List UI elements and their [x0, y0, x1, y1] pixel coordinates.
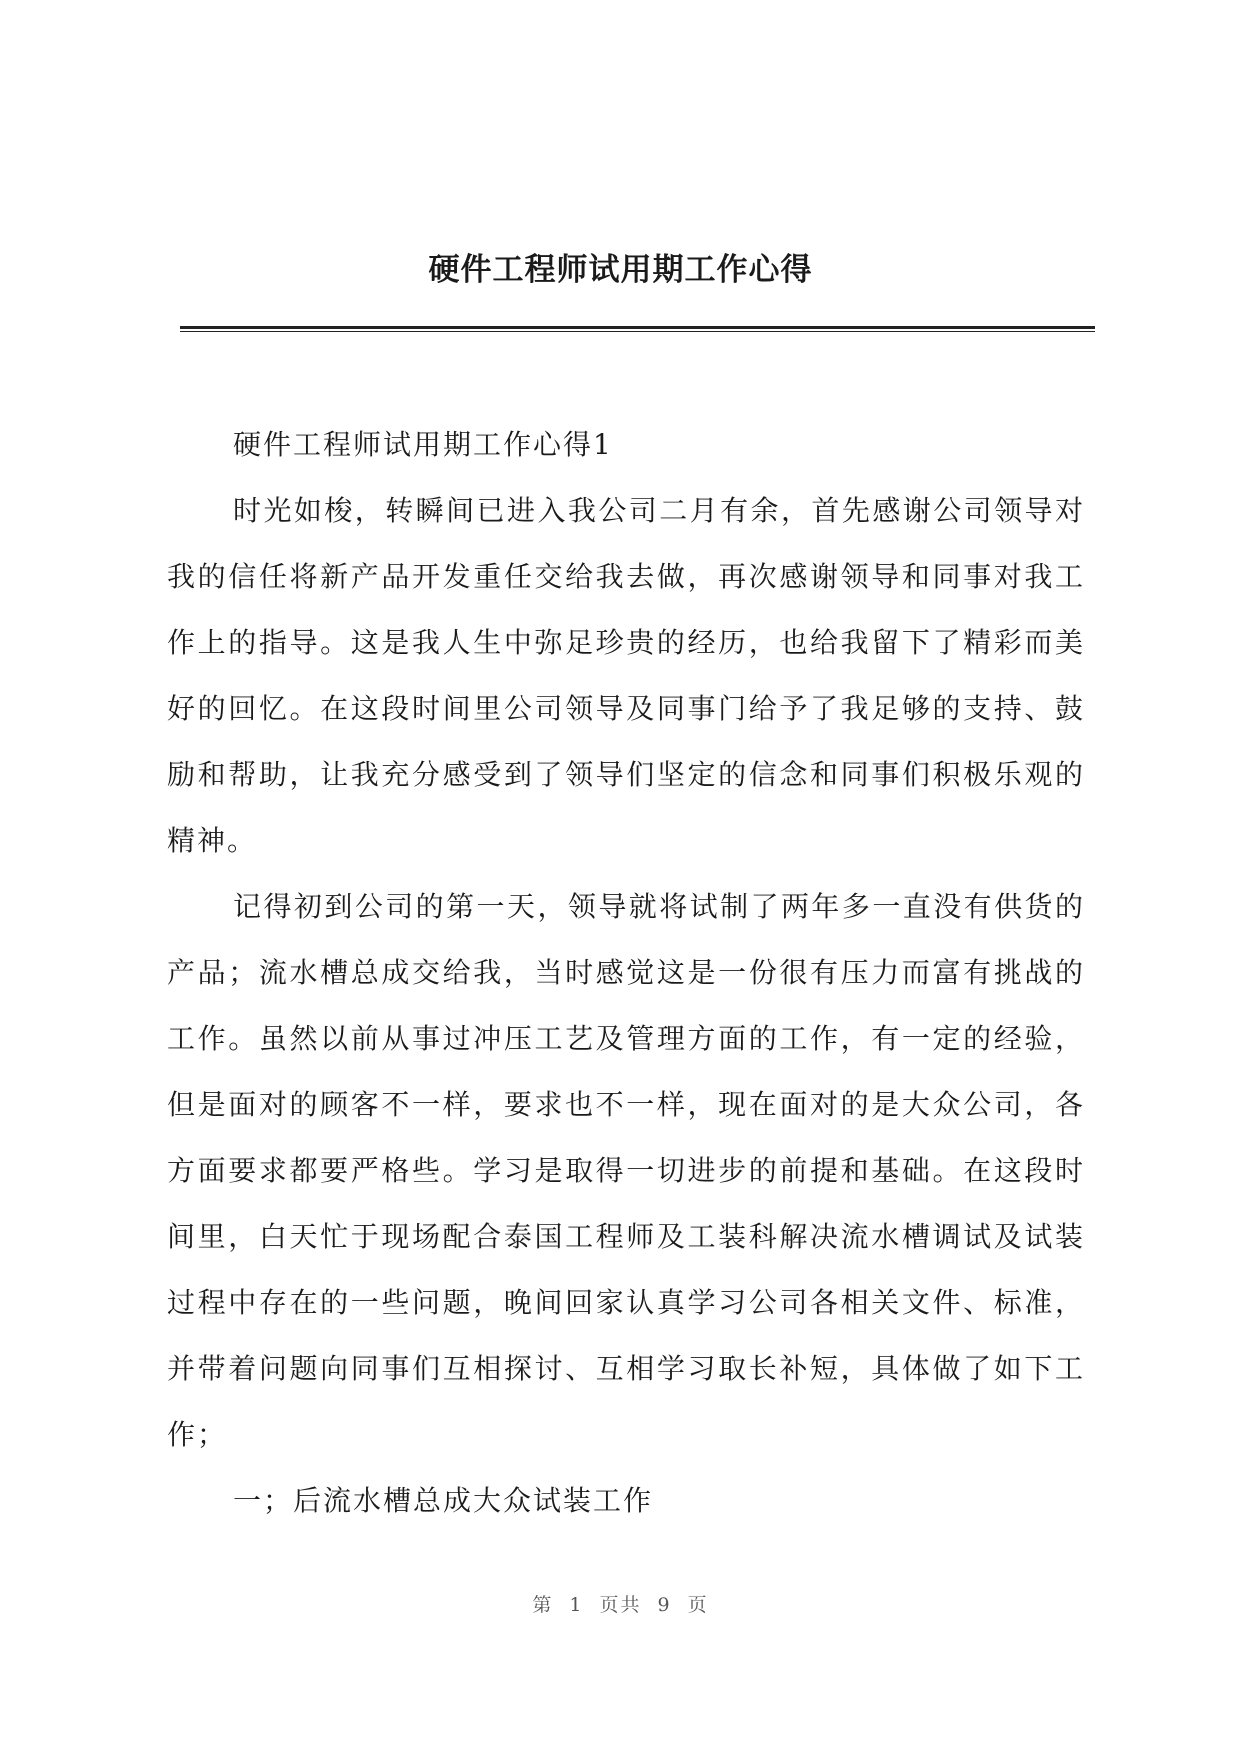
- paragraph: 记得初到公司的第一天，领导就将试制了两年多一直没有供货的产品；流水槽总成交给我，当时感觉这是一份很有压力而富有挑战的工作。虽然以前从事过冲压工艺及管理方面的工作，有一定的经验，但是面对的顾客不一样，要求也不一样，现在面对的是大众公司，各方面要求都要严格些。学习是取得一切进步的前提和基础。在这段时间里，白天忙于现场配合泰国工程师及工装科解决流水槽调试及试装过程中存在的一些问题，晚间回家认真学习公司各相关文件、标准，并带着问题向同事们互相探讨、互相学习取长补短，具体做了如下工作；: [167, 890, 1085, 1451]
- current-page-number: 1: [569, 1594, 584, 1616]
- document-body: [167, 412, 1085, 1534]
- footer-suffix: 页: [687, 1594, 709, 1616]
- total-page-count: 9: [657, 1594, 672, 1616]
- title-divider: [180, 326, 1095, 332]
- page-footer: [0, 1590, 1241, 1617]
- footer-prefix: 第: [532, 1594, 554, 1616]
- paragraph-heading: 硬件工程师试用期工作心得1: [233, 428, 613, 461]
- document-title: 硬件工程师试用期工作心得: [428, 252, 813, 288]
- paragraph: 时光如梭，转瞬间已进入我公司二月有余，首先感谢公司领导对我的信任将新产品开发重任交给我去做，再次感谢领导和同事对我工作上的指导。这是我人生中弥足珍贵的经历，也给我留下了精彩而美好的回忆。在这段时间里公司领导及同事门给予了我足够的支持、鼓励和帮助，让我充分感受到了领导们坚定的信念和同事们积极乐观的精神。: [167, 494, 1085, 857]
- footer-middle: 页共: [599, 1594, 642, 1616]
- paragraph-section-heading: 一；后流水槽总成大众试装工作: [233, 1484, 654, 1517]
